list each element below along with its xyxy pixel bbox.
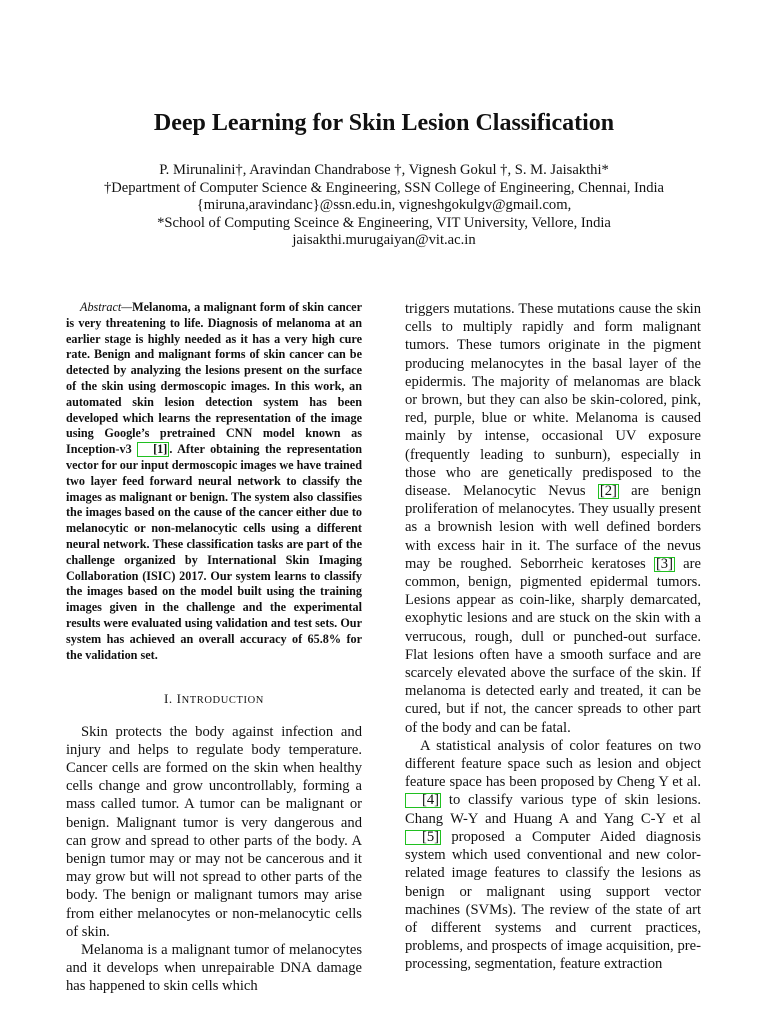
affiliation-vit: *School of Computing Sceince & Engineering, VIT University, Vellore, India	[157, 214, 611, 231]
citation-link-1[interactable]: [1]	[137, 442, 169, 457]
abstract	[66, 300, 362, 663]
citation-link-2[interactable]: [2]	[599, 483, 617, 500]
abstract-text-b: . After obtaining the representation vector for our input dermoscopic images we have trained two layer feed forward neural network to classify the images as malignant or benign. The system also classifies the images based on the cause of the cancer either due to melanocytic or non-melanocytic cells using a different neural network. These classification tasks are part of the challenge organized by International Skin Imaging Collaboration (ISIC) 2017. Our system learns to classify the images based on the model built using the training images given in the challenge and the experimental results were evaluated using validation and test sets. Our system has achieved an overall accuracy of 65.8% for the validation set.	[66, 442, 362, 662]
right-column	[405, 300, 701, 974]
citation-link-4[interactable]: [4]	[405, 793, 441, 808]
abstract-text-a: Melanoma, a malignant form of skin cancer is very threatening to life. Diagnosis of melanoma at an earlier stage is highly needed as it has a very high cure rate. Benign and malignant forms of skin cancer can be detected by analyzing the lesions present on the surface of the skin using dermoscopic images. In this work, an automated skin lesion detection system has been developed which learns the representation of the image using Google’s pretrained CNN model known as Inception-v3	[66, 300, 362, 457]
intro-paragraph-3: A statistical analysis of color features on two different feature space such as lesion and object feature space has been proposed by Cheng Y et al. [4] to classify various type of skin lesions. Chang W-Y and Huang A and Yang C-Y et al [5] proposed a Computer Aided diagnosis system which used conventional and new color-related image features to classify the lesions as benign or malignant using support vector machines (SVMs). The review of the state of art of different systems and current practices, problems, and prospects of image acquisition, pre-processing, segmentation, feature extraction	[405, 737, 701, 973]
intro-paragraph-1: Skin protects the body against infection and injury and helps to regulate body temperature. Cancer cells are formed on the skin when healthy cells change and grow uncontrollably, forming a mass called tumor. A tumor can be malignant or benign. Malignant tumor is very dangerous and can grow and spread to other parts of the body. A benign tumor may or may not be cancerous and it may grow but will not spread to other parts of the body. The benign or malignant tumors may arise from either melanocytes or non-melanocytic cells of skin.	[66, 723, 362, 940]
abstract-label: Abstract—	[80, 300, 133, 314]
affiliation-ssn: †Department of Computer Science & Engineering, SSN College of Engineering, Chennai, India	[103, 179, 665, 196]
intro-paragraph-2-continued: triggers mutations. These mutations cause the skin cells to multiply rapidly and form malignant tumors. These tumors originate in the pigment producing melanocytes in the basal layer of the epidermis. The majority of melanomas are black or brown, but they can also be skin-colored, pink, red, purple, blue or white. Melanoma is caused mainly by intense, occasional UV exposure (frequently leading to sunburn), especially in those who are genetically predisposed to the disease. Melanocytic Nevus [2] are benign proliferation of melanocytes. They usually present as a brownish lesion with well defined borders with excess hair in it. The surface of the nevus may be roughed. Seborrheic keratoses [3] are common, benign, pigmented epidermal tumors. Lesions appear as coin-like, sharply demarcated, exophytic lesions and are stuck on the skin with a verrucous, rough, dull or punched-out surface. Flat lesions often have a smooth surface and are scarcely elevated above the surface of the skin. If melanoma is detected early and treated, it can be cured, but if not, the cancer spreads to other part of the body and can be fatal.	[405, 301, 701, 736]
citation-link-5[interactable]: [5]	[405, 830, 441, 845]
intro-paragraph-2: Melanoma is a malignant tumor of melanocytes and it develops when unrepairable DNA damage has happened to skin cells which	[66, 941, 362, 995]
left-column	[66, 300, 362, 996]
section-heading-introduction: I. INTRODUCTION	[163, 691, 264, 707]
authors-line: P. Mirunalini†, Aravindan Chandrabose †, Vignesh Gokul †, S. M. Jaisakthi*	[159, 162, 609, 178]
emails-ssn: {miruna,aravindanc}@ssn.edu.in, vigneshgokulgv@gmail.com,	[196, 197, 572, 214]
email-vit: jaisakthi.murugaiyan@vit.ac.in	[292, 232, 476, 249]
author-block	[0, 162, 768, 250]
citation-link-3[interactable]: [3]	[655, 555, 673, 572]
paper-title: Deep Learning for Skin Lesion Classification	[153, 110, 615, 136]
